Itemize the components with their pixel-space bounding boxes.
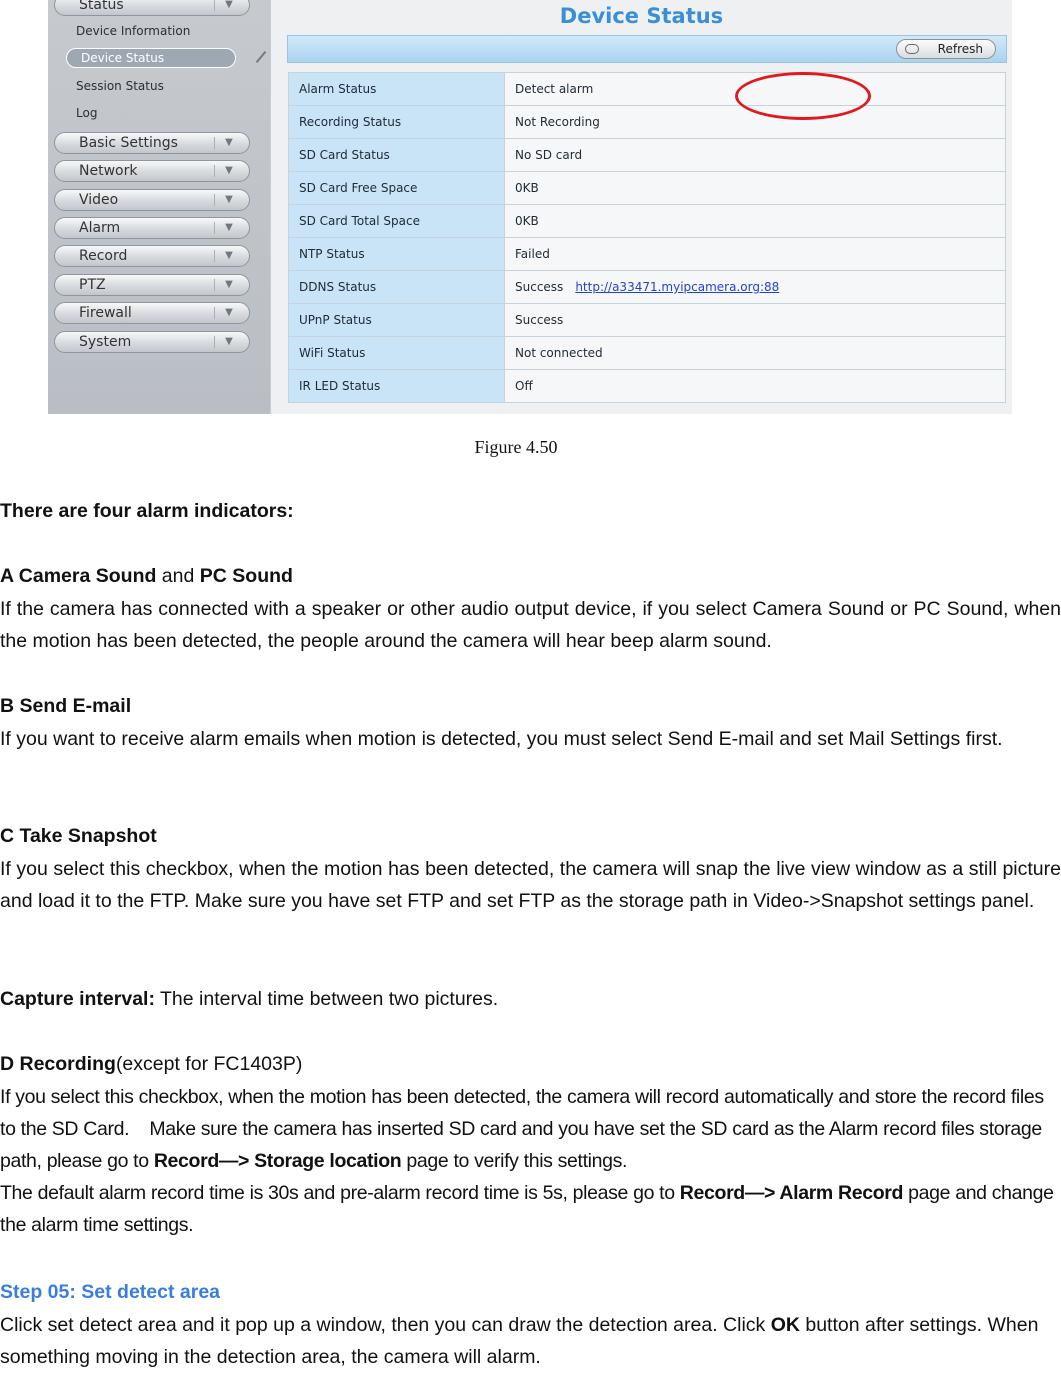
ok-term: OK	[770, 1314, 800, 1336]
row-label: DDNS Status	[289, 271, 505, 304]
alarm-record-path: Record—> Alarm Record	[679, 1182, 904, 1204]
capture-interval-text: The interval time between two pictures.	[154, 988, 499, 1010]
panel-title: Device Status	[559, 4, 724, 28]
section-d-heading	[0, 1048, 1061, 1080]
row-value: 0KB	[505, 205, 1006, 238]
divider-mark	[256, 51, 267, 63]
step-body-text: Click set detect area and it pop up a window, then you can draw the detection area. Click	[0, 1314, 771, 1336]
d-body-text: page and change the alarm time settings.	[0, 1182, 1059, 1236]
row-value: 0KB	[505, 172, 1006, 205]
sidebar-item-label: Status	[79, 0, 124, 13]
row-value: Not Recording	[505, 106, 1006, 139]
chevron-down-icon: ▼	[214, 307, 243, 319]
sidebar	[48, 0, 270, 414]
subitem-device-information[interactable]: Device Information	[76, 24, 191, 38]
capture-interval-line	[0, 983, 1061, 1015]
intro-heading: There are four alarm indicators:	[0, 500, 294, 522]
step-body-text: button after settings. When something moving in the detection area, the camera will alarm.	[0, 1314, 1039, 1368]
d-body-text: The default alarm record time is 30s and pre-alarm record time is 5s, please go to	[0, 1182, 680, 1204]
alarm-highlight-ring	[735, 72, 871, 120]
chevron-down-icon: ▼	[214, 279, 243, 291]
figure-caption: Figure 4.50	[474, 437, 558, 457]
sidebar-item-status[interactable]	[54, 0, 250, 16]
row-label: NTP Status	[289, 238, 505, 271]
row-value: Not connected	[505, 337, 1006, 370]
sidebar-item-basic-settings[interactable]	[54, 132, 250, 154]
refresh-label: Refresh	[937, 42, 983, 56]
row-value: Detect alarm	[505, 73, 1006, 106]
table-row	[289, 139, 1006, 172]
capture-interval-label: Capture interval:	[0, 988, 155, 1010]
sidebar-item-label: Alarm	[79, 220, 121, 236]
device-status-panel	[271, 0, 1012, 414]
table-row	[289, 271, 1006, 304]
row-label: WiFi Status	[289, 337, 505, 370]
table-row	[289, 238, 1006, 271]
row-value: Success	[505, 304, 1006, 337]
sidebar-item-alarm[interactable]	[54, 217, 250, 239]
table-row	[289, 73, 1006, 106]
device-status-screenshot	[48, 0, 1012, 414]
table-row	[289, 205, 1006, 238]
section-a-heading	[0, 560, 1061, 592]
section-c-body: If you select this checkbox, when the motion has been detected, the camera will snap the live view window as a still picture and load it to the FTP. Make sure you have set FTP and set FTP as the storage path in Video->Snapshot settings panel.	[0, 858, 1061, 912]
sidebar-item-label: Basic Settings	[79, 135, 178, 151]
row-label: Alarm Status	[289, 73, 505, 106]
status-table	[288, 72, 1006, 403]
row-label: UPnP Status	[289, 304, 505, 337]
sidebar-item-ptz[interactable]	[54, 274, 250, 296]
d-body-text: If you select this checkbox, when the motion has been detected, the camera will record automatically and store the record files to the SD Card. Make sure the camera has inserted SD card and you have set the SD card as the Alarm record files storage path, please go to	[0, 1086, 1049, 1172]
refresh-button[interactable]	[896, 39, 996, 59]
section-b-heading: B Send E-mail	[0, 695, 132, 717]
and-text: and	[156, 565, 200, 587]
sidebar-item-label: PTZ	[79, 277, 106, 293]
chevron-down-icon: ▼	[214, 0, 243, 11]
section-b-body: If you want to receive alarm emails when motion is detected, you must select Send E-mail and set Mail Settings first.	[0, 728, 1003, 750]
row-label: Recording Status	[289, 106, 505, 139]
subitem-device-status[interactable]: Device Status	[66, 48, 236, 68]
table-row	[289, 304, 1006, 337]
sidebar-item-label: Firewall	[79, 305, 132, 321]
step-05-body	[0, 1309, 1061, 1373]
table-row	[289, 106, 1006, 139]
row-value: Off	[505, 370, 1006, 403]
sidebar-item-label: Network	[79, 163, 138, 179]
d-body-text: page to verify this settings.	[401, 1150, 628, 1172]
sidebar-item-label: Video	[79, 192, 119, 208]
sidebar-item-record[interactable]	[54, 245, 250, 267]
table-row	[289, 337, 1006, 370]
pc-sound-term: PC Sound	[199, 565, 293, 587]
section-c-heading: C Take Snapshot	[0, 825, 157, 847]
sidebar-item-firewall[interactable]	[54, 302, 250, 324]
chevron-down-icon: ▼	[214, 250, 243, 262]
subitem-session-status[interactable]: Session Status	[76, 79, 164, 93]
section-d-body	[0, 1081, 1061, 1241]
recording-term: D Recording	[0, 1053, 116, 1075]
row-value: No SD card	[505, 139, 1006, 172]
chevron-down-icon: ▼	[214, 194, 243, 206]
row-label: SD Card Status	[289, 139, 505, 172]
chevron-down-icon: ▼	[214, 222, 243, 234]
step-05-heading: Step 05: Set detect area	[0, 1281, 221, 1303]
section-a-body: If the camera has connected with a speaker or other audio output device, if you select Camera Sound or PC Sound, when the motion has been detected, the people around the camera will hear beep alarm sound.	[0, 598, 1061, 652]
sidebar-item-network[interactable]	[54, 160, 250, 182]
panel-toolbar	[287, 35, 1007, 63]
row-label: SD Card Free Space	[289, 172, 505, 205]
chevron-down-icon: ▼	[214, 165, 243, 177]
storage-location-path: Record—> Storage location	[153, 1150, 402, 1172]
row-label: SD Card Total Space	[289, 205, 505, 238]
sidebar-item-video[interactable]	[54, 189, 250, 211]
sidebar-item-system[interactable]	[54, 331, 250, 353]
row-value: Failed	[505, 238, 1006, 271]
recording-note: (except for FC1403P)	[115, 1053, 303, 1075]
chevron-down-icon: ▼	[214, 336, 243, 348]
sidebar-item-label: System	[79, 334, 132, 350]
camera-sound-term: A Camera Sound	[0, 565, 157, 587]
ddns-status: Success	[515, 280, 564, 294]
subitem-log[interactable]: Log	[76, 106, 98, 120]
sidebar-item-label: Record	[79, 248, 128, 264]
row-label: IR LED Status	[289, 370, 505, 403]
chevron-down-icon: ▼	[214, 137, 243, 149]
table-row	[289, 172, 1006, 205]
row-value-ddns	[505, 271, 1006, 304]
refresh-icon	[905, 44, 919, 54]
ddns-url-link[interactable]: http://a33471.myipcamera.org:88	[575, 280, 780, 294]
table-row	[289, 370, 1006, 403]
